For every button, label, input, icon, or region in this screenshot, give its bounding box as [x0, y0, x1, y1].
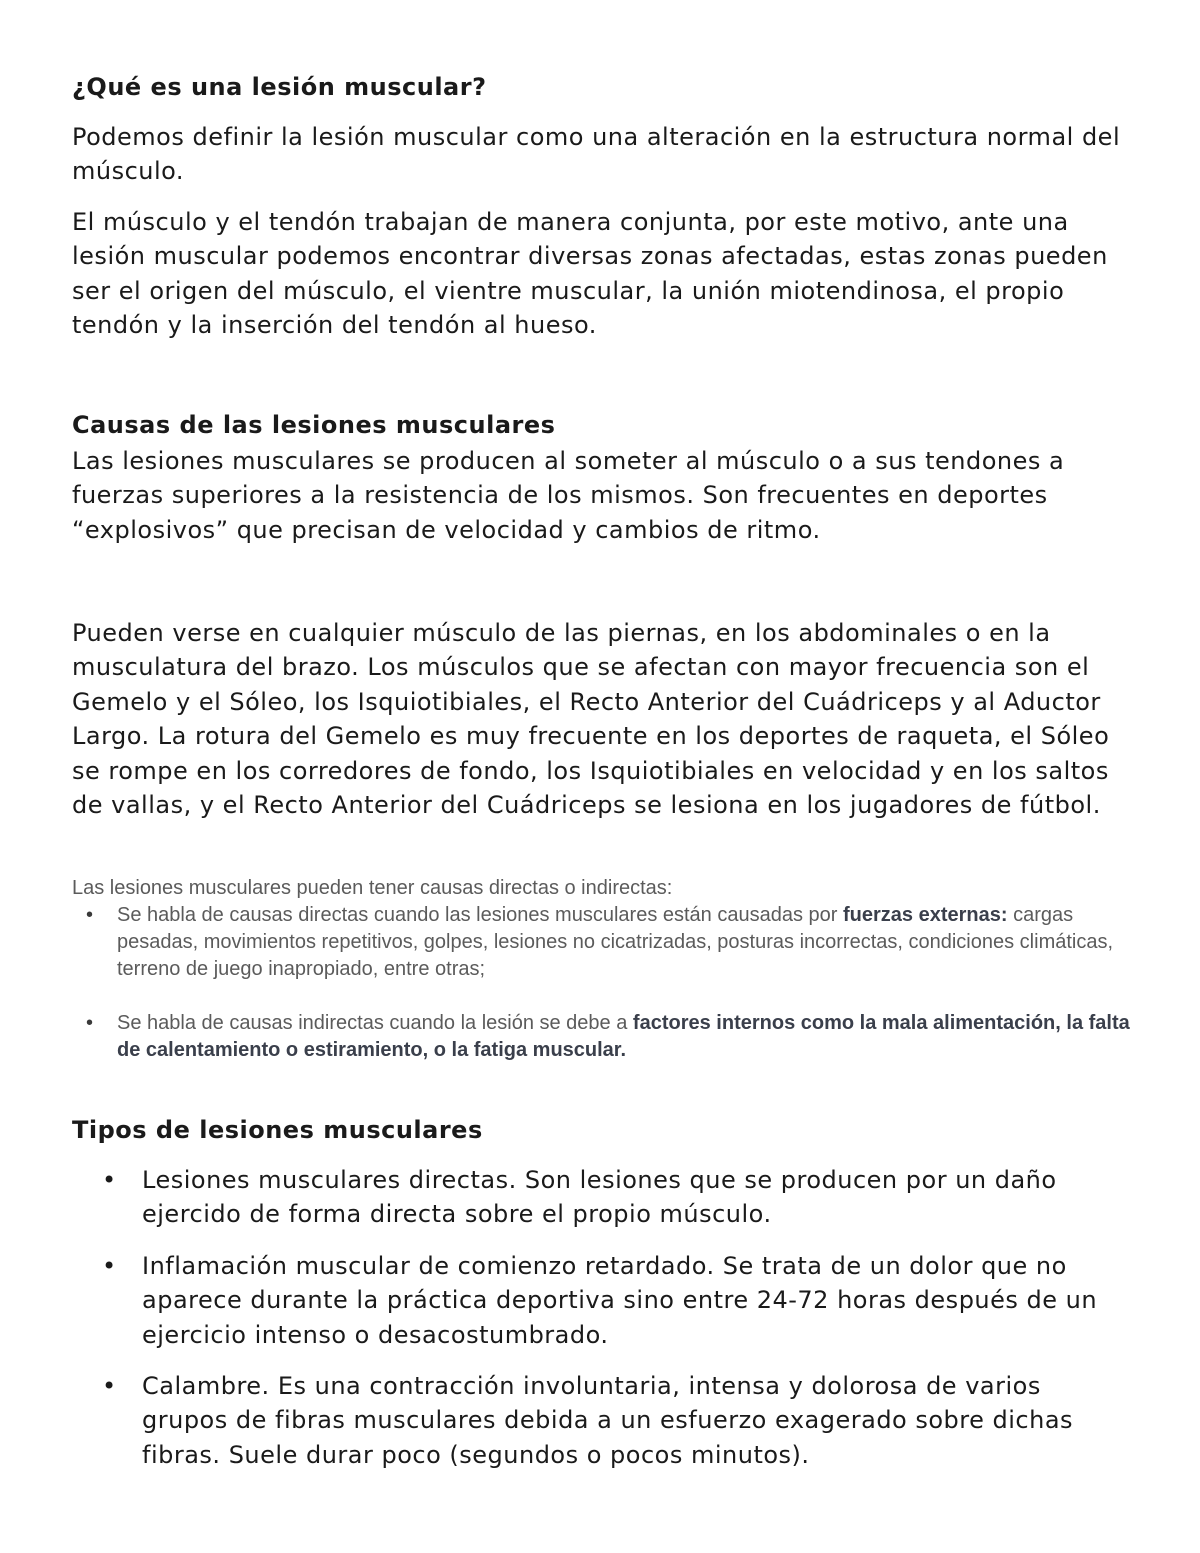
indirect-causes-text: Se habla de causas indirectas cuando la lesión se debe a — [117, 1012, 633, 1034]
indirect-causes-bold: factores internos como la mala alimentación, la falta de calentamiento o estiramiento, o la fatiga muscular. — [117, 1012, 1130, 1061]
heading-types: Tipos de lesiones musculares — [72, 1116, 483, 1144]
type-text: Inflamación muscular de comienzo retardado. Se trata de un dolor que no aparece durante la práctica deportiva sino entre 24-72 horas después de un ejercicio intenso o desacostumbrado. — [142, 1251, 1098, 1349]
bullet-icon: • — [102, 1251, 117, 1280]
list-item-type — [72, 1369, 1132, 1472]
paragraph-muscle-tendon: El músculo y el tendón trabajan de manera conjunta, por este motivo, ante una lesión muscular podemos encontrar diversas zonas afectadas, estas zonas pueden ser el origen del músculo, el vientre muscular, la unión miotendinosa, el propio tendón y la inserción del tendón al hueso. — [72, 208, 1108, 340]
type-text: Lesiones musculares directas. Son lesiones que se producen por un daño ejercido de forma directa sobre el propio músculo. — [142, 1166, 1057, 1229]
list-item-indirect-causes — [72, 1010, 1132, 1064]
list-item-direct-causes — [72, 902, 1132, 983]
bullet-icon: • — [86, 904, 94, 926]
causes-list — [72, 902, 1132, 983]
causes-intro: Las lesiones musculares pueden tener causas directas o indirectas: — [72, 877, 673, 899]
bullet-icon: • — [102, 1372, 117, 1401]
heading-causes: Causas de las lesiones musculares — [72, 411, 556, 439]
direct-causes-bold: fuerzas externas: — [843, 904, 1008, 926]
list-item-type — [72, 1249, 1132, 1352]
bullet-icon: • — [86, 1012, 94, 1034]
heading-what-is-muscle-injury: ¿Qué es una lesión muscular? — [72, 73, 487, 101]
causes-list-2 — [72, 1010, 1132, 1064]
list-item-type — [72, 1163, 1132, 1232]
bullet-icon: • — [102, 1166, 117, 1194]
paragraph-affected-muscles: Pueden verse en cualquier músculo de las piernas, en los abdominales o en la musculatura del brazo. Los músculos que se afectan con mayor frecuencia son el Gemelo y el Sóleo, los Isquiotibiales, el Recto Anterior del Cuádriceps y al Aductor Largo. La rotura del Gemelo es muy frecuente en los deportes de raqueta, el Sóleo se rompe en los corredores de fondo, los Isquiotibiales en velocidad y en los saltos de vallas, y el Recto Anterior del Cuádriceps se lesiona en los jugadores de fútbol. — [72, 619, 1110, 820]
types-list — [72, 1163, 1132, 1472]
paragraph-definition: Podemos definir la lesión muscular como una alteración en la estructura normal del músculo. — [72, 123, 1121, 186]
type-text: Calambre. Es una contracción involuntaria, intensa y dolorosa de varios grupos de fibras musculares debida a un esfuerzo exagerado sobre dichas fibras. Suele durar poco (segundos o pocos minutos). — [142, 1372, 1074, 1469]
direct-causes-rest: cargas pesadas, movimientos repetitivos, golpes, lesiones no cicatrizadas, posturas incorrectas, condiciones climáticas, terreno de juego inapropiado, entre otras; — [117, 904, 1114, 980]
direct-causes-text: Se habla de causas directas cuando las lesiones musculares están causadas por — [117, 904, 843, 926]
paragraph-causes-forces: Las lesiones musculares se producen al someter al músculo o a sus tendones a fuerzas superiores a la resistencia de los mismos. Son frecuentes en deportes “explosivos” que precisan de velocidad y cambios de ritmo. — [72, 447, 1065, 544]
